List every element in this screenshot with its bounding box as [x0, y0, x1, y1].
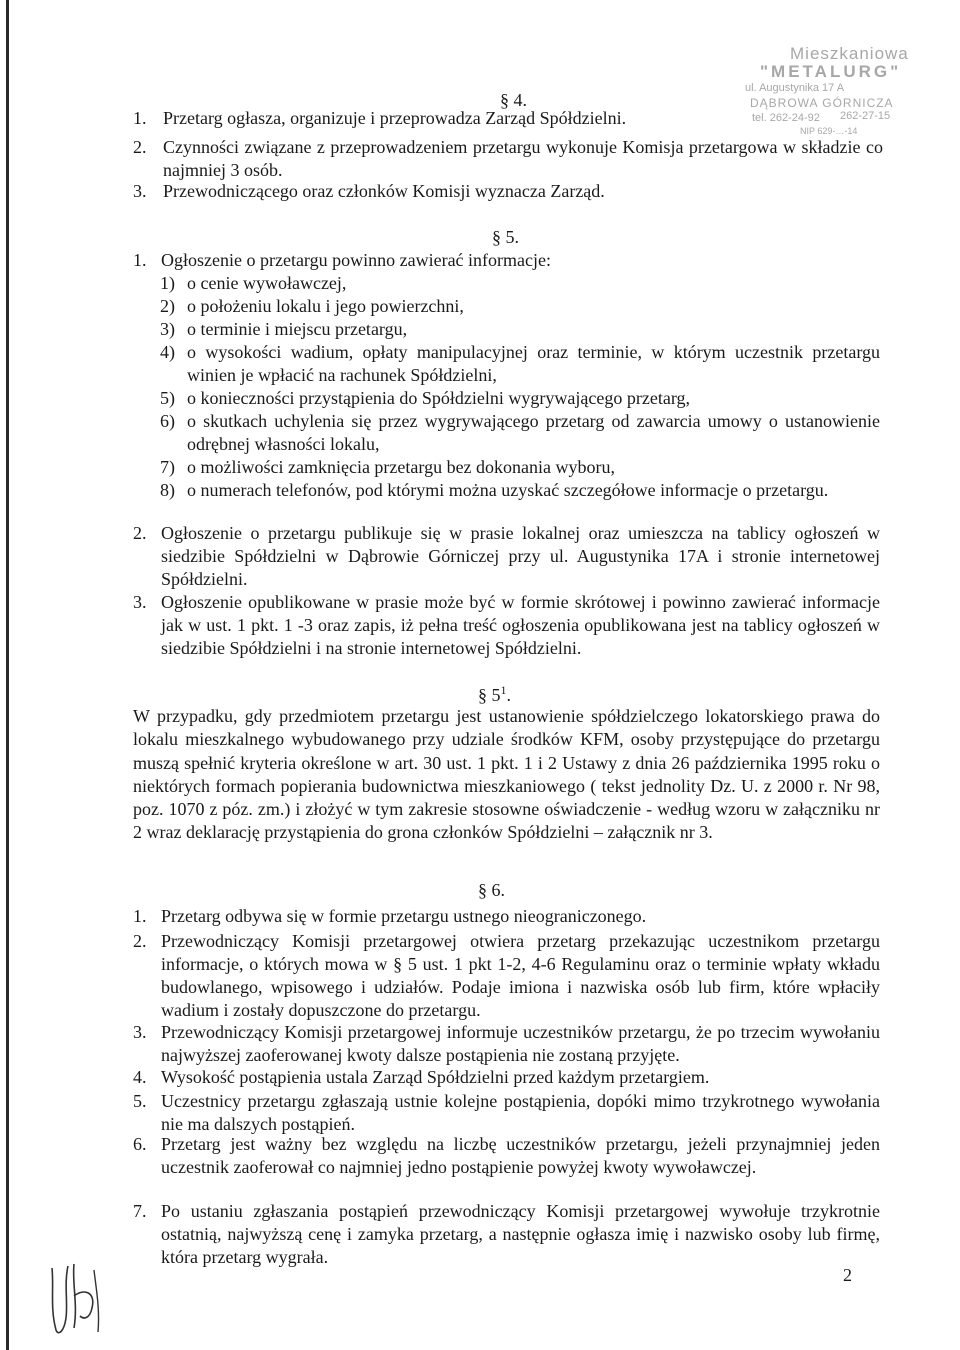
- heading-superscript: 1: [500, 683, 507, 697]
- item-number: 4.: [133, 1067, 147, 1087]
- sec4-item: [133, 136, 883, 182]
- heading-dot: .: [506, 685, 511, 705]
- item-text: Czynności związane z przeprowadzeniem przetargu wykonuje Komisja przetargowa w składzie co najmniej 3 osób.: [163, 137, 883, 180]
- sub-item: [160, 387, 880, 410]
- section-5-heading: § 5.: [492, 227, 519, 247]
- sub-number: 5): [160, 388, 175, 408]
- item-number: 2.: [133, 137, 147, 157]
- stamp-line: tel. 262-24-92: [752, 112, 820, 124]
- item-text: Przetarg jest ważny bez względu na liczbę uczestników przetargu, jeżeli przynajmniej jeden uczestnik zaoferował co najmniej jedno postąpienie powyżej kwoty wywoławczej.: [161, 1134, 880, 1177]
- item-text: Przetarg ogłasza, organizuje i przeprowadza Zarząd Spółdzielni.: [163, 108, 627, 128]
- section-4-heading: § 4.: [500, 90, 527, 110]
- heading-text: § 5: [478, 685, 501, 705]
- section-5-1-heading: [478, 683, 511, 706]
- sub-text: o numerach telefonów, pod którymi można uzyskać szczegółowe informacje o przetargu.: [187, 480, 829, 500]
- stamp-line: ul. Augustynika 17 A: [745, 82, 845, 94]
- sub-number: 2): [160, 296, 175, 316]
- item-text: Przewodniczący Komisji przetargowej informuje uczestników przetargu, że po trzecim wywołaniu najwyższej zaoferowanej kwoty dalsze postąpienia nie zostaną przyjęte.: [161, 1022, 880, 1065]
- sub-number: 3): [160, 319, 175, 339]
- sec6-item: [133, 905, 880, 928]
- sec6-item: [133, 1066, 880, 1089]
- item-number: 1.: [133, 250, 147, 270]
- sub-number: 4): [160, 342, 175, 362]
- sec5-item-3: [133, 591, 880, 660]
- item-number: 6.: [133, 1134, 147, 1154]
- sub-text: o położeniu lokalu i jego powierzchni,: [187, 296, 464, 316]
- item-text: Przewodniczący Komisji przetargowej otwiera przetarg przekazując uczestnikom przetargu informacje, o których mowa w § 5 ust. 1 pkt 1-2, 4-6 Regulaminu oraz o terminie wpłaty wkładu budowlanego, wpisowego i udziałów. Podaje imiona i nazwiska osób lub firm, które wpłaciły wadium i zostały dopuszczone do przetargu.: [161, 931, 880, 1020]
- sub-number: 1): [160, 273, 175, 293]
- sub-text: o konieczności przystąpienia do Spółdzielni wygrywającego przetarg,: [187, 388, 690, 408]
- item-number: 7.: [133, 1201, 147, 1221]
- stamp-line: Mieszkaniowa: [790, 44, 909, 63]
- stamp-line: "METALURG": [760, 62, 902, 81]
- item-text: Przetarg odbywa się w formie przetargu ustnego nieograniczonego.: [161, 906, 647, 926]
- sec4-item: [133, 107, 873, 130]
- sec6-item: [133, 930, 880, 1022]
- item-text: Po ustaniu zgłaszania postąpień przewodniczący Komisji przetargowej wywołuje trzykrotnie ostatnią, najwyższą cenę i zamyka przetarg, a następnie ogłasza imię i nazwisko osoby lub firmę, która przetarg wygrała.: [161, 1201, 880, 1267]
- sec6-item: [133, 1090, 880, 1136]
- page-number: 2: [843, 1265, 852, 1285]
- sec6-item: [133, 1133, 880, 1179]
- item-number: 5.: [133, 1091, 147, 1111]
- scan-edge: [6, 0, 9, 1350]
- item-number: 1.: [133, 906, 147, 926]
- sub-number: 8): [160, 480, 175, 500]
- sub-text: o wysokości wadium, opłaty manipulacyjnej oraz terminie, w którym uczestnik przetargu winien je wpłacić na rachunek Spółdzielni,: [187, 342, 880, 385]
- section-6-heading: § 6.: [478, 880, 505, 900]
- item-number: 3.: [133, 1022, 147, 1042]
- sec51-paragraph: [133, 705, 880, 845]
- item-text: Uczestnicy przetargu zgłaszają ustnie kolejne postąpienia, dopóki mimo trzykrotnego wywołania nie ma dalszych postąpień.: [161, 1091, 880, 1134]
- item-number: 3.: [133, 592, 147, 612]
- sub-item: [160, 295, 880, 318]
- sub-item: [160, 410, 880, 456]
- sec6-item: [133, 1200, 880, 1269]
- sec5-item-1: [133, 249, 873, 272]
- sub-item: [160, 318, 880, 341]
- item-text: Ogłoszenie o przetargu powinno zawierać informacje:: [161, 250, 552, 270]
- item-number: 2.: [133, 931, 147, 951]
- item-text: Ogłoszenie o przetargu publikuje się w prasie lokalnej oraz umieszcza na tablicy ogłoszeń w siedzibie Spółdzielni w Dąbrowie Górniczej przy ul. Augustynika 17A i stronie internetowej Spółdzielni.: [161, 523, 880, 589]
- sub-item: [160, 341, 880, 387]
- stamp-line: DĄBROWA GÓRNICZA: [750, 96, 894, 110]
- stamp-line: 262-27-15: [840, 110, 891, 122]
- item-number: 3.: [133, 181, 147, 201]
- sec5-item-2: [133, 522, 880, 591]
- item-number: 1.: [133, 108, 147, 128]
- sub-item: [160, 272, 880, 295]
- sub-text: o możliwości zamknięcia przetargu bez dokonania wyboru,: [187, 457, 616, 477]
- sub-number: 7): [160, 457, 175, 477]
- handwritten-initials: [44, 1258, 114, 1338]
- sec6-item: [133, 1021, 880, 1067]
- paragraph-text: W przypadku, gdy przedmiotem przetargu jest ustanowienie spółdzielczego lokatorskiego prawa do lokalu mieszkalnego wybudowanego przy udziale środków KFM, osoby przystępujące do przetargu muszą spełnić kryteria określone w art. 30 ust. 1 pkt. 1 i 2 Ustawy z dnia 26 października 1995 roku o niektórych formach popierania budownictwa mieszkaniowego ( tekst jednolity Dz. U. z 2000 r. Nr 98, poz. 1070 z póz. zm.) i złożyć w tym zakresie stosowne oświadczenie - według wzoru w załączniku nr 2 wraz deklarację przystąpienia do grona członków Spółdzielni – załącznik nr 3.: [133, 706, 880, 843]
- sub-number: 6): [160, 411, 175, 431]
- stamp-line: NIP 629-…-14: [800, 126, 858, 136]
- item-number: 2.: [133, 523, 147, 543]
- item-text: Wysokość postąpienia ustala Zarząd Spółdzielni przed każdym przetargiem.: [161, 1067, 710, 1087]
- sub-text: o skutkach uchylenia się przez wygrywającego przetarg od zawarcia umowy o ustanowienie odrębnej własności lokalu,: [187, 411, 880, 454]
- sec4-item: [133, 180, 873, 203]
- item-text: Przewodniczącego oraz członków Komisji wyznacza Zarząd.: [163, 181, 605, 201]
- sub-item: [160, 456, 880, 479]
- item-text: Ogłoszenie opublikowane w prasie może być w formie skrótowej i powinno zawierać informacje jak w ust. 1 pkt. 1 -3 oraz zapis, iż pełna treść ogłoszenia opublikowana jest na tablicy ogłoszeń w siedzibie Spółdzielni i na stronie internetowej Spółdzielni.: [161, 592, 880, 658]
- sub-text: o terminie i miejscu przetargu,: [187, 319, 408, 339]
- sub-item: [160, 479, 880, 502]
- sub-text: o cenie wywoławczej,: [187, 273, 347, 293]
